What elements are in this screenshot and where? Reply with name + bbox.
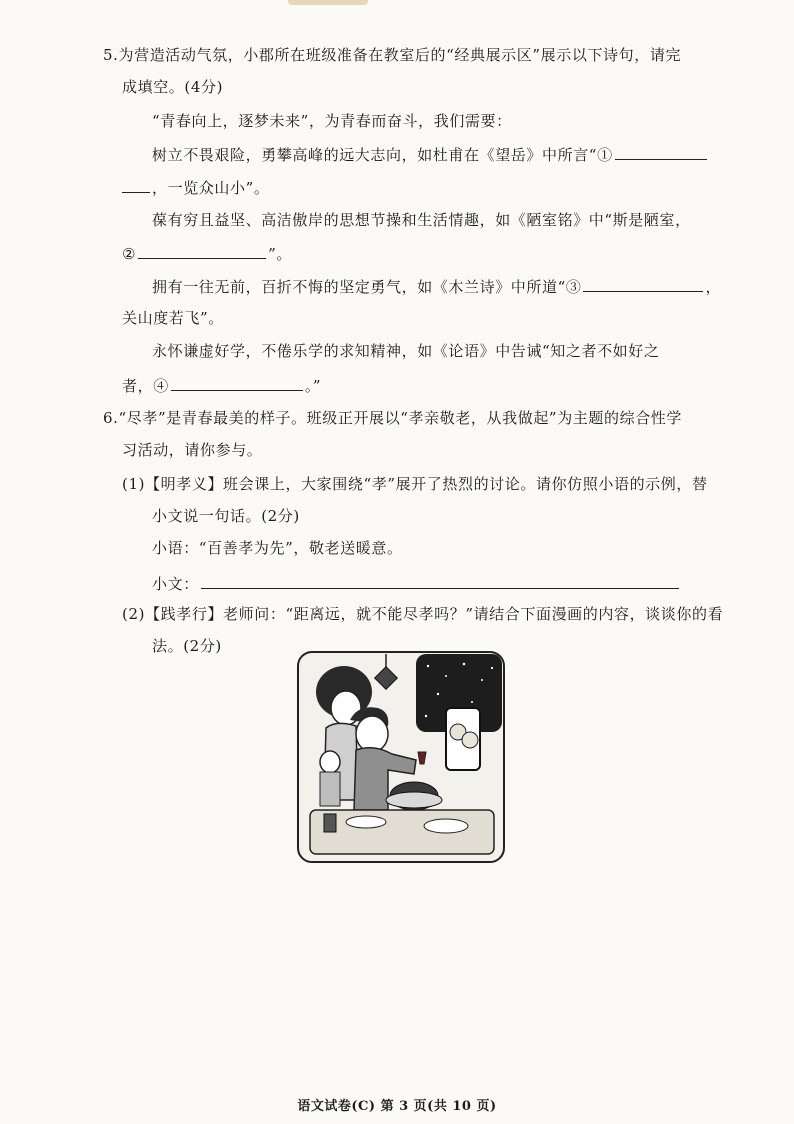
binding-mark xyxy=(288,0,368,5)
q5-item1-line1 xyxy=(152,143,709,165)
q6-example: 小语：“百善孝为先”，敬老送暖意。 xyxy=(152,539,403,557)
q5-item3-line1 xyxy=(152,275,721,297)
answer-blank-5[interactable] xyxy=(201,572,679,589)
q5-item2-num: ② xyxy=(122,245,137,263)
dinner-table xyxy=(310,810,494,854)
q6-sub2-line1: (2)【践孝行】老师问：“距离远，就不能尽孝吗？”请结合下面漫画的内容，谈谈你的看 xyxy=(122,605,724,623)
q5-item2-end: ”。 xyxy=(268,245,292,263)
answer-blank-2[interactable] xyxy=(138,242,266,259)
comic-illustration xyxy=(296,650,506,864)
q5-item3-line2: 关山度若飞”。 xyxy=(122,309,224,327)
q6-stem-line2: 习活动，请你参与。 xyxy=(122,441,263,459)
q5-item2-line2 xyxy=(122,242,292,264)
answer-blank-1[interactable] xyxy=(615,143,707,160)
q5-item1-end: ，一览众山小”。 xyxy=(152,179,270,197)
page-footer: 语文试卷(C) 第 3 页(共 10 页) xyxy=(297,1099,497,1114)
q5-item3-comma: ， xyxy=(705,278,722,296)
q5-item1-text: 树立不畏艰险，勇攀高峰的远大志向，如杜甫在《望岳》中所言“① xyxy=(152,146,613,164)
q6-sub1-line2: 小文说一句话。(2分) xyxy=(152,507,300,525)
q5-item4-line1: 永怀谦虚好学，不倦乐学的求知精神，如《论语》中告诫“知之者不如好之 xyxy=(152,342,660,360)
q5-item1-line2 xyxy=(122,176,269,198)
q5-item2-line1: 葆有穷且益坚、高洁傲岸的思想节操和生活情趣，如《陋室铭》中“斯是陋室， xyxy=(152,211,691,229)
answer-blank-4[interactable] xyxy=(171,374,303,391)
q6-sub1-line1: (1)【明孝义】班会课上，大家围绕“孝”展开了热烈的讨论。请你仿照小语的示例，替 xyxy=(122,475,708,493)
q5-item4-end: 。” xyxy=(304,377,322,395)
q5-stem-line2: 成填空。(4分) xyxy=(122,78,224,96)
q6-answer-line xyxy=(152,572,681,594)
answer-blank-1-cont[interactable] xyxy=(122,176,150,193)
q6-stem-line1: 6.“尽孝”是青春最美的样子。班级正开展以“孝亲敬老，从我做起”为主题的综合性学 xyxy=(103,409,682,427)
q5-item3-text: 拥有一往无前，百折不悔的坚定勇气，如《木兰诗》中所道“③ xyxy=(152,278,582,296)
q6-answer-label: 小文： xyxy=(152,575,199,593)
q6-sub2-line2: 法。(2分) xyxy=(152,637,222,655)
q5-item4-line2 xyxy=(122,374,321,396)
q5-stem-line1: 5.为营造活动气氛，小郡所在班级准备在教室后的“经典展示区”展示以下诗句，请完 xyxy=(103,46,682,64)
answer-blank-3[interactable] xyxy=(583,275,703,292)
q5-intro: “青春向上，逐梦未来”，为青春而奋斗，我们需要： xyxy=(152,112,512,130)
q5-item4-text: 者，④ xyxy=(122,377,169,395)
